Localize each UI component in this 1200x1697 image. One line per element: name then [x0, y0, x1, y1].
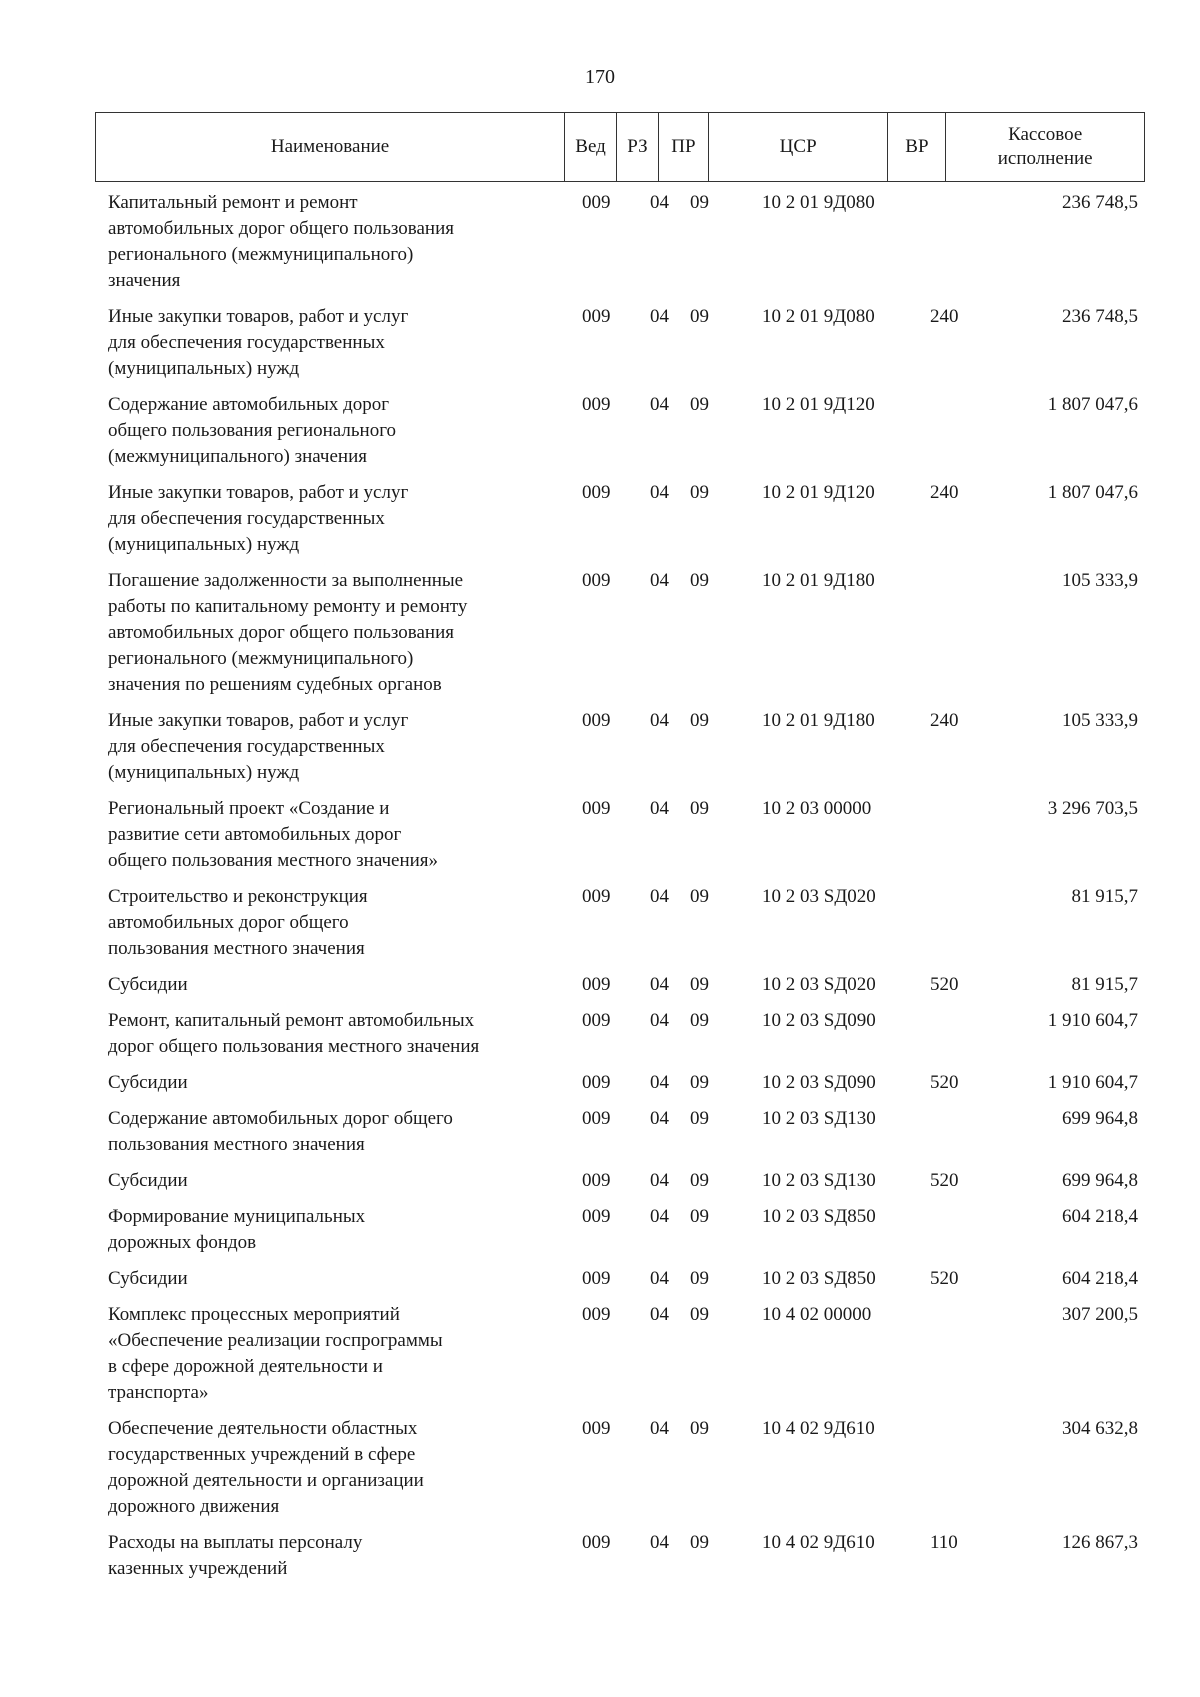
row-pr: 09 — [690, 1206, 709, 1227]
row-pr: 09 — [690, 1268, 709, 1289]
header-sum-line1: Кассовое — [1008, 124, 1083, 145]
row-name-line: автомобильных дорог общего — [108, 912, 349, 933]
row-name — [108, 1266, 578, 1292]
row-ved: 009 — [582, 306, 611, 327]
row-rz: 04 — [650, 394, 669, 415]
row-ved: 009 — [582, 1304, 611, 1325]
row-name — [108, 1416, 578, 1520]
row-ved: 009 — [582, 974, 611, 995]
row-name-line: развитие сети автомобильных дорог — [108, 824, 402, 845]
header-ved: Вед — [565, 113, 617, 181]
header-name: Наименование — [96, 113, 565, 181]
row-rz: 04 — [650, 1304, 669, 1325]
row-name — [108, 796, 578, 874]
row-vr: 520 — [930, 974, 959, 995]
row-pr: 09 — [690, 1418, 709, 1439]
row-sum: 1 807 047,6 — [1047, 394, 1138, 415]
row-rz: 04 — [650, 1206, 669, 1227]
row-sum: 604 218,4 — [1062, 1268, 1138, 1289]
row-sum: 699 964,8 — [1062, 1170, 1138, 1191]
row-csr: 10 2 03 SД020 — [762, 886, 876, 907]
row-name — [108, 1168, 578, 1194]
row-name-line: Комплекс процессных мероприятий — [108, 1304, 400, 1325]
row-name-line: в сфере дорожной деятельности и — [108, 1356, 383, 1377]
row-rz: 04 — [650, 1418, 669, 1439]
row-name-line: Капитальный ремонт и ремонт — [108, 192, 358, 213]
header-csr: ЦСР — [709, 113, 889, 181]
row-vr: 240 — [930, 306, 959, 327]
row-sum: 105 333,9 — [1062, 570, 1138, 591]
row-name-line: для обеспечения государственных — [108, 508, 385, 529]
row-name — [108, 568, 578, 698]
row-name — [108, 480, 578, 558]
row-pr: 09 — [690, 798, 709, 819]
row-name-line: Содержание автомобильных дорог общего — [108, 1108, 453, 1129]
row-sum: 304 632,8 — [1062, 1418, 1138, 1439]
row-name-line: Ремонт, капитальный ремонт автомобильных — [108, 1010, 475, 1031]
row-pr: 09 — [690, 1170, 709, 1191]
row-name-line: Строительство и реконструкция — [108, 886, 368, 907]
row-name — [108, 972, 578, 998]
row-name-line: Иные закупки товаров, работ и услуг — [108, 306, 409, 327]
row-name — [108, 708, 578, 786]
row-sum: 126 867,3 — [1062, 1532, 1138, 1553]
row-ved: 009 — [582, 798, 611, 819]
row-name — [108, 392, 578, 470]
row-ved: 009 — [582, 1010, 611, 1031]
row-ved: 009 — [582, 482, 611, 503]
row-name — [108, 1106, 578, 1158]
row-name — [108, 1008, 578, 1060]
row-rz: 04 — [650, 1108, 669, 1129]
row-ved: 009 — [582, 1532, 611, 1553]
row-pr: 09 — [690, 1010, 709, 1031]
row-rz: 04 — [650, 1532, 669, 1553]
row-name-line: (муниципальных) нужд — [108, 534, 300, 555]
row-sum: 81 915,7 — [1071, 886, 1138, 907]
row-rz: 04 — [650, 886, 669, 907]
row-pr: 09 — [690, 1304, 709, 1325]
row-name-line: автомобильных дорог общего пользования — [108, 622, 455, 643]
row-name-line: общего пользования местного значения» — [108, 850, 439, 871]
row-vr: 240 — [930, 710, 959, 731]
row-name-line: Формирование муниципальных — [108, 1206, 366, 1227]
row-name-line: «Обеспечение реализации госпрограммы — [108, 1330, 443, 1351]
row-ved: 009 — [582, 394, 611, 415]
row-rz: 04 — [650, 570, 669, 591]
row-name-line: дорожной деятельности и организации — [108, 1470, 424, 1491]
row-name-line: регионального (межмуниципального) — [108, 648, 414, 669]
row-sum: 105 333,9 — [1062, 710, 1138, 731]
row-vr: 520 — [930, 1072, 959, 1093]
row-name-line: Расходы на выплаты персоналу — [108, 1532, 363, 1553]
row-name — [108, 304, 578, 382]
row-sum: 1 910 604,7 — [1047, 1010, 1138, 1031]
row-vr: 520 — [930, 1170, 959, 1191]
row-name-line: Региональный проект «Создание и — [108, 798, 390, 819]
row-rz: 04 — [650, 798, 669, 819]
row-name — [108, 1204, 578, 1256]
row-csr: 10 4 02 9Д610 — [762, 1418, 875, 1439]
row-rz: 04 — [650, 482, 669, 503]
row-ved: 009 — [582, 1268, 611, 1289]
row-csr: 10 2 01 9Д180 — [762, 710, 875, 731]
row-csr: 10 2 03 00000 — [762, 798, 872, 819]
row-name-line: Субсидии — [108, 1072, 188, 1093]
row-rz: 04 — [650, 306, 669, 327]
page-number: 170 — [585, 66, 615, 88]
row-rz: 04 — [650, 1170, 669, 1191]
row-pr: 09 — [690, 1072, 709, 1093]
row-name-line: для обеспечения государственных — [108, 736, 385, 757]
row-rz: 04 — [650, 974, 669, 995]
row-name-line: дорожных фондов — [108, 1232, 257, 1253]
row-rz: 04 — [650, 1072, 669, 1093]
row-csr: 10 2 03 SД130 — [762, 1108, 876, 1129]
row-name-line: значения по решениям судебных органов — [108, 674, 442, 695]
row-name — [108, 190, 578, 294]
header-pr: ПР — [659, 113, 709, 181]
row-pr: 09 — [690, 974, 709, 995]
row-ved: 009 — [582, 1418, 611, 1439]
row-name-line: государственных учреждений в сфере — [108, 1444, 416, 1465]
row-name-line: Субсидии — [108, 1170, 188, 1191]
row-name-line: автомобильных дорог общего пользования — [108, 218, 455, 239]
row-name — [108, 884, 578, 962]
row-rz: 04 — [650, 710, 669, 731]
row-csr: 10 2 01 9Д080 — [762, 306, 875, 327]
row-csr: 10 2 03 SД090 — [762, 1072, 876, 1093]
row-pr: 09 — [690, 570, 709, 591]
row-sum: 307 200,5 — [1062, 1304, 1138, 1325]
row-sum: 1 910 604,7 — [1047, 1072, 1138, 1093]
row-ved: 009 — [582, 1108, 611, 1129]
row-name-line: Иные закупки товаров, работ и услуг — [108, 482, 409, 503]
row-pr: 09 — [690, 1532, 709, 1553]
row-ved: 009 — [582, 192, 611, 213]
row-pr: 09 — [690, 192, 709, 213]
row-name-line: Субсидии — [108, 974, 188, 995]
table-header — [95, 112, 1145, 182]
row-name-line: Субсидии — [108, 1268, 188, 1289]
row-name-line: для обеспечения государственных — [108, 332, 385, 353]
row-name-line: регионального (межмуниципального) — [108, 244, 414, 265]
row-csr: 10 4 02 9Д610 — [762, 1532, 875, 1553]
row-name — [108, 1070, 578, 1096]
row-name-line: работы по капитальному ремонту и ремонту — [108, 596, 468, 617]
row-name-line: (муниципальных) нужд — [108, 762, 300, 783]
row-ved: 009 — [582, 1170, 611, 1191]
row-name-line: (межмуниципального) значения — [108, 446, 367, 467]
row-csr: 10 2 01 9Д180 — [762, 570, 875, 591]
row-name-line: (муниципальных) нужд — [108, 358, 300, 379]
row-pr: 09 — [690, 710, 709, 731]
row-csr: 10 2 03 SД850 — [762, 1206, 876, 1227]
row-ved: 009 — [582, 886, 611, 907]
row-csr: 10 2 03 SД850 — [762, 1268, 876, 1289]
row-pr: 09 — [690, 1108, 709, 1129]
row-name-line: пользования местного значения — [108, 938, 365, 959]
row-csr: 10 4 02 00000 — [762, 1304, 872, 1325]
header-rz: РЗ — [617, 113, 659, 181]
row-sum: 699 964,8 — [1062, 1108, 1138, 1129]
row-name-line: Иные закупки товаров, работ и услуг — [108, 710, 409, 731]
row-csr: 10 2 03 SД090 — [762, 1010, 876, 1031]
row-vr: 520 — [930, 1268, 959, 1289]
row-ved: 009 — [582, 1072, 611, 1093]
row-vr: 110 — [930, 1532, 958, 1553]
row-ved: 009 — [582, 1206, 611, 1227]
row-ved: 009 — [582, 570, 611, 591]
row-rz: 04 — [650, 1268, 669, 1289]
row-pr: 09 — [690, 306, 709, 327]
row-pr: 09 — [690, 394, 709, 415]
row-name-line: Погашение задолженности за выполненные — [108, 570, 464, 591]
row-csr: 10 2 01 9Д120 — [762, 482, 875, 503]
header-sum — [946, 113, 1144, 181]
row-name-line: значения — [108, 270, 181, 291]
row-sum: 236 748,5 — [1062, 192, 1138, 213]
row-name-line: дорожного движения — [108, 1496, 280, 1517]
row-name-line: дорог общего пользования местного значения — [108, 1036, 480, 1057]
row-sum: 604 218,4 — [1062, 1206, 1138, 1227]
row-name — [108, 1530, 578, 1582]
row-name — [108, 1302, 578, 1406]
row-sum: 81 915,7 — [1071, 974, 1138, 995]
header-vr: ВР — [888, 113, 946, 181]
row-sum: 3 296 703,5 — [1047, 798, 1138, 819]
row-sum: 236 748,5 — [1062, 306, 1138, 327]
row-csr: 10 2 03 SД020 — [762, 974, 876, 995]
row-pr: 09 — [690, 482, 709, 503]
row-csr: 10 2 03 SД130 — [762, 1170, 876, 1191]
row-rz: 04 — [650, 192, 669, 213]
row-csr: 10 2 01 9Д080 — [762, 192, 875, 213]
row-name-line: Обеспечение деятельности областных — [108, 1418, 418, 1439]
row-name-line: транспорта» — [108, 1382, 209, 1403]
row-vr: 240 — [930, 482, 959, 503]
row-ved: 009 — [582, 710, 611, 731]
row-name-line: Содержание автомобильных дорог — [108, 394, 390, 415]
row-name-line: пользования местного значения — [108, 1134, 365, 1155]
row-name-line: казенных учреждений — [108, 1558, 288, 1579]
row-sum: 1 807 047,6 — [1047, 482, 1138, 503]
row-rz: 04 — [650, 1010, 669, 1031]
header-sum-line2: исполнение — [997, 148, 1093, 169]
row-pr: 09 — [690, 886, 709, 907]
row-csr: 10 2 01 9Д120 — [762, 394, 875, 415]
row-name-line: общего пользования регионального — [108, 420, 397, 441]
